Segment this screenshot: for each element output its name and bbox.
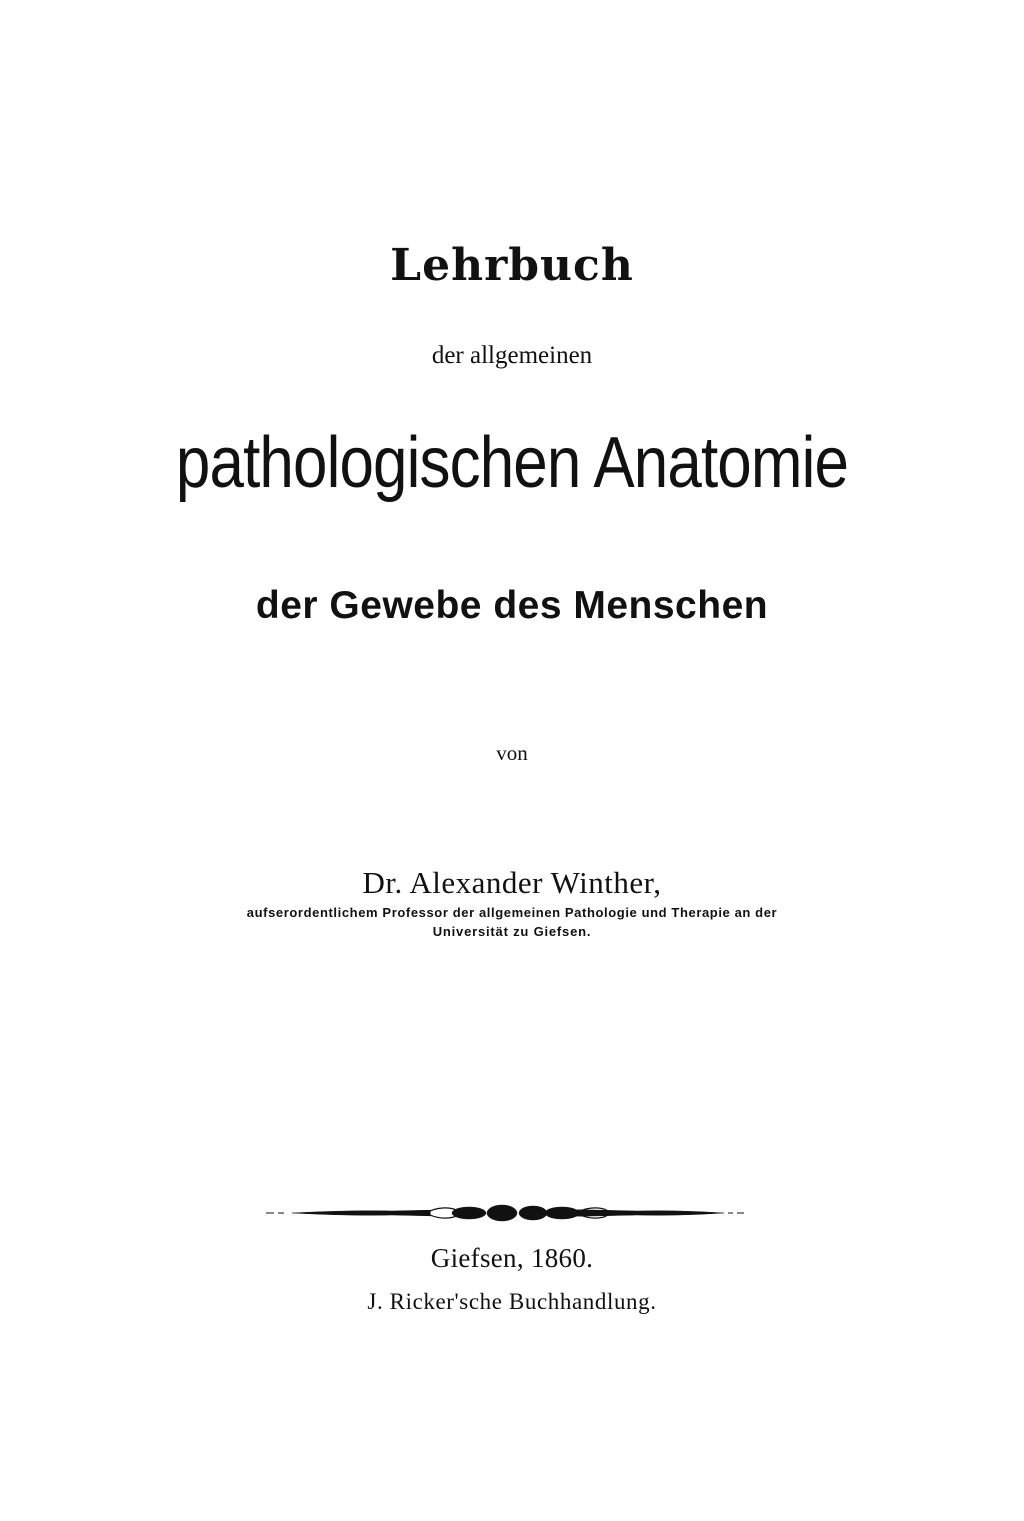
author-affiliation-line-1: aufserordentlichem Professor der allgemeinen Pathologie und Therapie an der <box>246 905 778 920</box>
author-name: Dr. Alexander Winther, <box>362 865 662 900</box>
title-main-subject: pathologischen Anatomie <box>175 423 849 503</box>
by-word: von <box>496 741 528 765</box>
title-subline: der allgemeinen <box>431 342 593 369</box>
author-affiliation-line-2: Universität zu Giefsen. <box>432 924 592 939</box>
title-subtitle: der Gewebe des Menschen <box>255 584 769 627</box>
place-and-year: Giefsen, 1860. <box>430 1243 594 1273</box>
publisher: J. Ricker'sche Buchhandlung. <box>367 1289 657 1314</box>
ornamental-divider <box>262 1200 748 1226</box>
book-title: Lehrbuch <box>390 240 634 291</box>
